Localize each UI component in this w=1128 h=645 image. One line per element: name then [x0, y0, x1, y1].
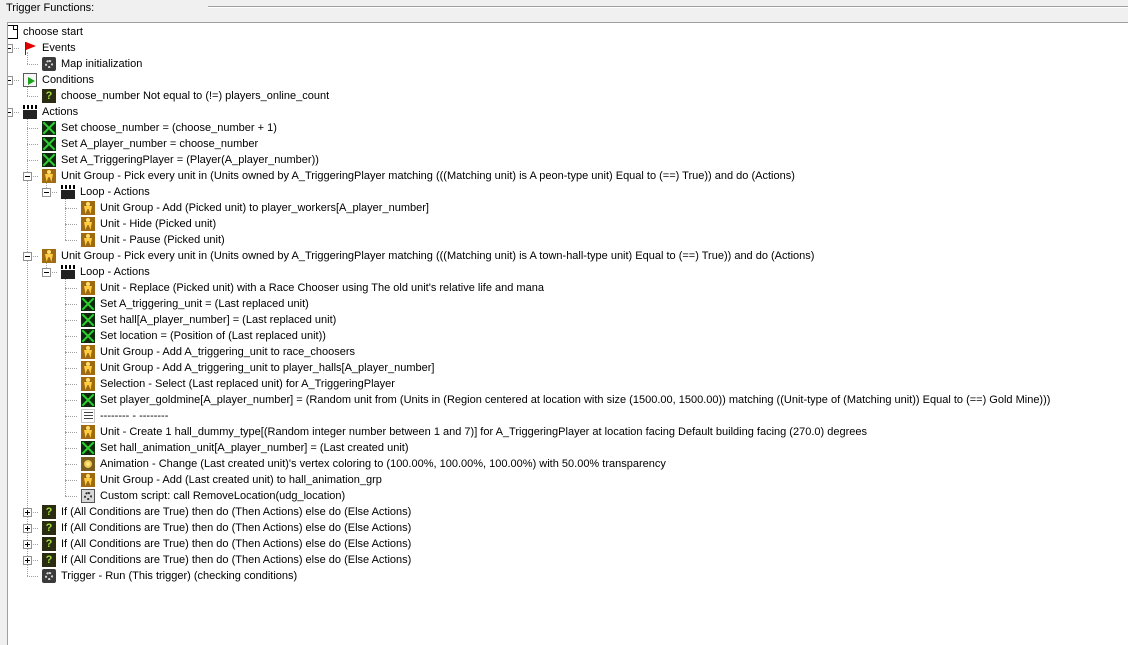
unit-icon: [81, 281, 95, 295]
set-variable-icon: [42, 121, 56, 135]
tree-node-label: Unit Group - Pick every unit in (Units owned by A_TriggeringPlayer matching (((Matching unit) is A town-hall-type unit) Equal to (==) True)) and do (Actions): [61, 250, 815, 262]
unit-icon: [81, 361, 95, 375]
tree-node-label: If (All Conditions are True) then do (Then Actions) else do (Else Actions): [61, 538, 412, 550]
question-icon: ?: [42, 553, 56, 567]
unit-icon: [81, 473, 95, 487]
groupbox-border: [208, 6, 1128, 8]
expand-button[interactable]: [23, 524, 32, 533]
tree-node-label: If (All Conditions are True) then do (Then Actions) else do (Else Actions): [61, 554, 412, 566]
tree-node-label: Unit - Replace (Picked unit) with a Race Chooser using The old unit's relative life and mana: [100, 282, 544, 294]
set-variable-icon: [81, 441, 95, 455]
set-variable-icon: [42, 153, 56, 167]
tree-node[interactable]: [81, 232, 225, 248]
expand-button[interactable]: [23, 556, 32, 565]
tree-node-label: Unit Group - Add (Picked unit) to player_workers[A_player_number]: [100, 202, 429, 214]
tree-guide-line: [65, 196, 66, 240]
tree-node-label: Animation - Change (Last created unit)'s vertex coloring to (100.00%, 100.00%, 100.00%) with 50.00% transparency: [100, 458, 666, 470]
tree-node[interactable]: [42, 88, 329, 104]
tree-node[interactable]: [42, 504, 411, 520]
document-icon: [7, 25, 18, 39]
tree-guide-line: [65, 240, 77, 241]
tree-node-label: Unit - Pause (Picked unit): [100, 234, 225, 246]
tree-node-label: choose_number Not equal to (!=) players_online_count: [61, 90, 330, 102]
tree-guide-line: [65, 320, 77, 321]
tree-node[interactable]: [81, 424, 867, 440]
tree-node[interactable]: [42, 520, 411, 536]
tree-guide-line: [65, 384, 77, 385]
question-icon: ?: [42, 505, 56, 519]
tree-node-label: Events: [42, 42, 76, 54]
tree-node-label: Unit Group - Add A_triggering_unit to player_halls[A_player_number]: [100, 362, 435, 374]
tree-guide-line: [65, 304, 77, 305]
unit-icon: [81, 377, 95, 391]
tree-node-label: If (All Conditions are True) then do (Then Actions) else do (Else Actions): [61, 506, 412, 518]
tree-node[interactable]: [42, 552, 411, 568]
tree-node[interactable]: [81, 472, 382, 488]
tree-guide-line: [27, 144, 38, 145]
tree-node[interactable]: [23, 40, 76, 56]
tree-guide-line: [65, 288, 77, 289]
tree-node[interactable]: [81, 280, 544, 296]
gear-icon: [42, 57, 56, 71]
unit-icon: [42, 169, 56, 183]
tree-node[interactable]: [81, 360, 434, 376]
collapse-button[interactable]: [23, 252, 32, 261]
tree-node[interactable]: [81, 200, 429, 216]
tree-node-label: Set A_player_number = choose_number: [61, 138, 259, 150]
collapse-button[interactable]: [42, 268, 51, 277]
tree-node[interactable]: [42, 568, 297, 584]
question-icon: ?: [42, 89, 56, 103]
tree-node-label: Set A_triggering_unit = (Last replaced unit): [100, 298, 309, 310]
tree-guide-line: [65, 276, 66, 496]
tree-node-label: Selection - Select (Last replaced unit) for A_TriggeringPlayer: [100, 378, 395, 390]
tree-node-label: Unit - Create 1 hall_dummy_type[(Random integer number between 1 and 7)] for A_TriggeringPlayer at location facing Default building facing (270.0) degrees: [100, 426, 867, 438]
tree-guide-line: [65, 336, 77, 337]
question-icon: ?: [42, 521, 56, 535]
action-clapper-icon: [61, 265, 75, 279]
tree-node[interactable]: [81, 296, 309, 312]
tree-node[interactable]: [81, 344, 355, 360]
tree-node[interactable]: [81, 216, 216, 232]
expand-button[interactable]: [23, 508, 32, 517]
tree-guide-line: [27, 128, 38, 129]
tree-node[interactable]: [7, 24, 83, 40]
tree-node[interactable]: [42, 168, 795, 184]
tree-node-label: Set choose_number = (choose_number + 1): [61, 122, 277, 134]
tree-node-label: -------- - --------: [100, 410, 169, 422]
collapse-button[interactable]: [7, 44, 13, 53]
unit-icon: [42, 249, 56, 263]
set-variable-icon: [81, 313, 95, 327]
unit-icon: [81, 217, 95, 231]
animation-icon: [81, 457, 95, 471]
tree-node[interactable]: [81, 488, 345, 504]
set-variable-icon: [81, 297, 95, 311]
trigger-functions-tree[interactable]: [7, 22, 1128, 645]
groupbox-title: Trigger Functions:: [6, 2, 95, 14]
tree-guide-line: [65, 208, 77, 209]
tree-node[interactable]: [42, 136, 258, 152]
tree-guide-line: [65, 448, 77, 449]
tree-node-label: Unit Group - Add A_triggering_unit to race_choosers: [100, 346, 355, 358]
collapse-button[interactable]: [7, 108, 13, 117]
tree-node[interactable]: [23, 104, 78, 120]
tree-guide-line: [27, 116, 28, 576]
question-icon: ?: [42, 537, 56, 551]
tree-guide-line: [65, 416, 77, 417]
tree-node-label: Trigger - Run (This trigger) (checking conditions): [61, 570, 298, 582]
tree-node-label: Loop - Actions: [80, 266, 150, 278]
tree-node-label: Unit Group - Add (Last created unit) to hall_animation_grp: [100, 474, 382, 486]
tree-node-label: Set location = (Position of (Last replaced unit)): [100, 330, 326, 342]
gear-icon: [42, 569, 56, 583]
tree-guide-line: [65, 224, 77, 225]
tree-node[interactable]: [42, 120, 277, 136]
tree-node[interactable]: [81, 312, 336, 328]
tree-node-label: Unit - Hide (Picked unit): [100, 218, 217, 230]
tree-node-label: Loop - Actions: [80, 186, 150, 198]
set-variable-icon: [81, 329, 95, 343]
tree-guide-line: [65, 464, 77, 465]
tree-node[interactable]: [81, 392, 1050, 408]
tree-node[interactable]: [42, 152, 319, 168]
tree-node[interactable]: [81, 456, 666, 472]
action-clapper-icon: [61, 185, 75, 199]
tree-node-label: Set hall[A_player_number] = (Last replaced unit): [100, 314, 337, 326]
tree-guide-line: [65, 368, 77, 369]
tree-node-label: Map initialization: [61, 58, 143, 70]
tree-guide-line: [65, 352, 77, 353]
tree-guide-line: [27, 96, 38, 97]
tree-guide-line: [27, 64, 38, 65]
set-variable-icon: [81, 393, 95, 407]
tree-node-label: If (All Conditions are True) then do (Then Actions) else do (Else Actions): [61, 522, 412, 534]
comment-icon: [81, 409, 95, 423]
tree-guide-line: [65, 432, 77, 433]
tree-node[interactable]: [61, 264, 150, 280]
tree-guide-line: [65, 480, 77, 481]
tree-node[interactable]: [42, 248, 814, 264]
event-flag-icon: [23, 41, 37, 55]
tree-node[interactable]: [81, 440, 409, 456]
tree-node[interactable]: [81, 328, 326, 344]
tree-guide-line: [65, 496, 77, 497]
tree-node[interactable]: [23, 72, 94, 88]
tree-node[interactable]: [61, 184, 150, 200]
tree-node-label: Set hall_animation_unit[A_player_number] = (Last created unit): [100, 442, 409, 454]
tree-node[interactable]: [42, 56, 142, 72]
tree-guide-line: [27, 160, 38, 161]
unit-icon: [81, 201, 95, 215]
action-clapper-icon: [23, 105, 37, 119]
tree-node-label: Custom script: call RemoveLocation(udg_location): [100, 490, 346, 502]
tree-node-label: Set player_goldmine[A_player_number] = (Random unit from (Units in (Region centered at location with size (1500.00, 1500.00)) matching ((Unit-type of (Matching unit)) Equal to (==) Gold Mine))): [100, 394, 1051, 406]
unit-icon: [81, 345, 95, 359]
tree-guide-line: [65, 400, 77, 401]
tree-node-label: Conditions: [42, 74, 94, 86]
custom-script-icon: [81, 489, 95, 503]
tree-node[interactable]: [42, 536, 411, 552]
tree-node-label: Actions: [42, 106, 79, 118]
tree-node-label: Set A_TriggeringPlayer = (Player(A_player_number)): [61, 154, 319, 166]
collapse-button[interactable]: [42, 188, 51, 197]
unit-icon: [81, 425, 95, 439]
condition-icon: [23, 73, 37, 87]
expand-button[interactable]: [23, 540, 32, 549]
tree-node-label: Unit Group - Pick every unit in (Units owned by A_TriggeringPlayer matching (((Matching unit) is A peon-type unit) Equal to (==) True)) and do (Actions): [61, 170, 795, 182]
tree-node[interactable]: [81, 376, 395, 392]
collapse-button[interactable]: [23, 172, 32, 181]
tree-guide-line: [27, 576, 38, 577]
unit-icon: [81, 233, 95, 247]
collapse-button[interactable]: [7, 76, 13, 85]
tree-node-label: choose start: [23, 26, 83, 38]
tree-node[interactable]: [81, 408, 168, 424]
set-variable-icon: [42, 137, 56, 151]
